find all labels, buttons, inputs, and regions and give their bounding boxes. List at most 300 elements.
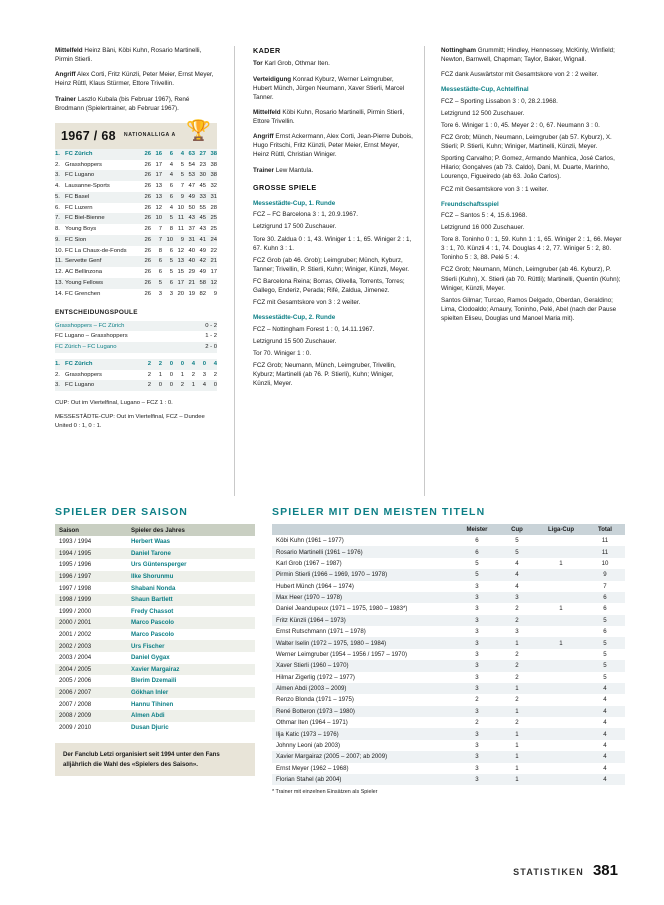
stat-cell: 4 (162, 170, 173, 181)
stat-cell: 26 (140, 278, 151, 289)
stat-cell: 2 (151, 359, 162, 370)
player-name-cell: Othmar Iten (1964 – 1971) (276, 719, 348, 727)
stat-cell: 24 (206, 235, 217, 246)
total-cell: 4 (603, 741, 607, 749)
meister-cell: 3 (457, 751, 497, 762)
table-row (272, 615, 625, 626)
match-block-heading: Messestädte-Cup, 1. Runde (253, 200, 336, 208)
page-number: 381 (592, 862, 618, 879)
season-cell: 1999 / 2000 (59, 607, 92, 615)
match-detail-line: FCZ Grob; Neumann, Münch, Leimgruber (ab 46. Kyburz), P. Stierli (Kuhn), X. Stierli (ab 70. Rüttli); Martinelli, Quentin (Kuhn); Winiger, Künzli, Meyer. (441, 266, 621, 292)
kader-role-text: Köbi Kuhn, Rosario Martinelli, Pirmin Stierli, Ettore Trivellin. (253, 108, 405, 126)
stat-cell: 13 (151, 192, 162, 203)
ligacup-cell (537, 581, 585, 592)
player-name-cell: Hannu Tihinen (131, 700, 174, 708)
ligacup-cell (537, 694, 585, 705)
column-two (253, 46, 413, 391)
table-row (272, 649, 625, 660)
table-row (55, 160, 217, 171)
stat-cell: 1 (184, 380, 195, 391)
table-row (272, 637, 625, 648)
total-cell: 5 (585, 637, 625, 648)
table-row (55, 342, 217, 353)
ligacup-cell (537, 660, 585, 671)
fanclub-info-box: Der Fanclub Letzi organisiert seit 1994 unter den Fans alljährlich die Wahl des «Spielers des Saison». (55, 743, 255, 776)
table-row (272, 728, 625, 739)
cup-cell: 2 (515, 650, 519, 658)
squad-paragraph (55, 70, 217, 88)
table-row (272, 626, 625, 637)
stat-cell: 1 (158, 371, 162, 378)
stat-cell: 31 (184, 235, 195, 246)
season-cell: 2007 / 2008 (59, 700, 92, 708)
table-row (272, 751, 625, 762)
stat-cell: 10 (151, 213, 162, 224)
stat-cell: 49 (199, 247, 206, 254)
table-row (55, 722, 255, 734)
season-cell: 1993 / 1994 (59, 538, 92, 546)
col-header-ligacup: Liga-Cup (537, 524, 585, 535)
titles-table (272, 524, 625, 785)
table-row (55, 548, 255, 560)
rank-cell: 8. (55, 226, 60, 233)
table-row (272, 546, 625, 557)
table-row (272, 706, 625, 717)
stat-cell: 6 (162, 192, 173, 203)
meister-cell: 3 (475, 673, 479, 681)
squad-paragraph (55, 95, 217, 113)
stat-cell: 26 (144, 247, 151, 254)
stat-cell: 6 (151, 256, 162, 267)
table-row (55, 267, 217, 278)
ligacup-cell (537, 763, 585, 774)
table-row (55, 687, 255, 699)
player-name-cell: Marco Pascolo (131, 631, 175, 639)
match-detail-line: Tore 8. Toninho 0 : 1, 59. Kuhn 1 : 1, 65. Winiger 2 : 1, 66. Meyer 3 : 1, 70. Künzli 4 : 1, 74. Douglas 4 : 2, 77. Winiger 5 : 2, 80. Toninho 5 : 3, 88. Pelé 5 : 4. (441, 236, 622, 262)
stat-cell: 31 (206, 192, 217, 203)
season-cell: 2009 / 2010 (59, 723, 92, 731)
stat-cell: 26 (140, 170, 151, 181)
stat-cell: 38 (206, 170, 217, 181)
player-name-cell: Ilke Shorunmu (127, 571, 255, 583)
season-players-table (55, 524, 255, 733)
player-name-cell: Blerim Dzemaili (131, 677, 177, 685)
cup-cell: 4 (497, 569, 537, 580)
player-name-cell: Johnny Leoni (ab 2003) (276, 741, 341, 749)
grosse-spiele-heading: GROSSE SPIELE (253, 182, 317, 192)
stat-cell: 30 (195, 170, 206, 181)
cup-note: CUP: Out im Viertelfinal, Lugano – FCZ 1 : 0. (55, 400, 173, 407)
meister-cell: 3 (475, 650, 479, 658)
ligacup-cell (537, 740, 585, 751)
stat-cell: 5 (162, 213, 173, 224)
ligacup-cell (537, 774, 585, 785)
player-name-cell: Hilmar Zigerlig (1972 – 1977) (276, 673, 355, 681)
match-detail-line: FCZ Grob; Münch, Neumann, Leimgruber (ab 57. Kyburz), X. Stierli; P. Stierli, Kuhn; Winiger, Martinelli, Künzli, Meyer. (441, 133, 612, 150)
stat-cell: 49 (184, 192, 195, 203)
messecup-note: MESSESTÄDTE-CUP: Out im Viertelfinal, FCZ – Dundee United 0 : 1, 0 : 1. (55, 413, 205, 429)
table-row (55, 181, 217, 192)
stat-cell: 12 (177, 247, 184, 254)
match-detail-line: Letzigrund 12 500 Zuschauer. (441, 109, 525, 117)
team-cell: FC Lugano (65, 170, 140, 181)
match-block-heading: Freundschaftsspiel (441, 200, 499, 208)
meister-cell: 3 (457, 728, 497, 739)
playoff-title: ENTSCHEIDUNGSPOULE (55, 309, 138, 317)
stat-cell: 6 (169, 183, 173, 190)
lineup-text: Grummitt; Hindley, Hennessey, McKinly, Winfield; Newton, Barnwell, Chapman; Taylor, Baker, Wignall. (441, 47, 615, 64)
stat-cell: 5 (169, 269, 173, 276)
stat-cell: 0 (206, 380, 217, 391)
table-row (55, 536, 255, 548)
stat-cell: 32 (210, 183, 217, 190)
match-detail-line: Tor 70. Winiger 1 : 0. (253, 349, 312, 357)
player-name-cell: Ilja Katic (1973 – 1976) (272, 728, 457, 739)
stat-cell: 49 (199, 269, 206, 276)
spieler-mit-titeln-panel (272, 506, 625, 795)
stat-cell: 6 (162, 278, 173, 289)
team-cell: Lausanne-Sports (65, 183, 110, 190)
match-detail-line: Sporting Carvalho; P. Gomez, Armando Manhica, José Carlos, Hilario; Gonçalves (ab 73. Caldo), Dani, M. Duarte, Marinho, Lourenço, Figueiredo (ab 63. João Carlos). (441, 155, 615, 181)
match-cell: FC Lugano – Grasshoppers (55, 333, 128, 340)
total-cell: 4 (585, 728, 625, 739)
rank-cell: 6. (55, 204, 60, 211)
team-cell: Young Fellows (65, 278, 140, 289)
stat-cell: 6 (158, 269, 162, 276)
season-cell: 1996 / 1997 (55, 571, 127, 583)
stat-cell: 43 (184, 213, 195, 224)
stat-cell: 26 (144, 161, 151, 168)
table-row (55, 652, 255, 664)
stat-cell: 17 (155, 161, 162, 168)
ligacup-cell: 1 (559, 605, 563, 613)
team-cell: FC Biel-Bienne (65, 213, 140, 224)
player-name-cell: Florian Stahel (ab 2004) (272, 774, 457, 785)
table-row (55, 698, 255, 710)
team-cell: FC Sion (65, 235, 140, 246)
kader-role-label: Verteidigung (253, 75, 292, 83)
player-name-cell: Renzo Blonda (1971 – 1975) (276, 696, 354, 704)
total-cell: 11 (585, 546, 625, 557)
meister-cell: 5 (457, 569, 497, 580)
table-row (55, 170, 217, 181)
season-cell: 1998 / 1999 (55, 594, 127, 606)
kader-role-label: Angriff (253, 133, 274, 141)
cup-cell: 1 (497, 706, 537, 717)
kader-paragraph (253, 75, 413, 102)
meister-cell: 3 (475, 628, 479, 636)
table-row (55, 289, 217, 300)
player-name-cell: Marco Pascolo (127, 617, 255, 629)
meister-cell: 3 (457, 660, 497, 671)
team-cell: Servette Genf (65, 256, 140, 267)
player-name-cell: Shaun Bartlett (127, 594, 255, 606)
season-cell: 1995 / 1996 (59, 561, 92, 569)
cup-cell: 5 (515, 537, 519, 545)
stat-cell: 58 (195, 278, 206, 289)
ligacup-cell: 1 (537, 637, 585, 648)
player-name-cell: Almen Abdi (127, 710, 255, 722)
ligacup-cell (537, 751, 585, 762)
team-cell: FC Grenchen (65, 290, 101, 297)
season-cell: 2000 / 2001 (55, 617, 127, 629)
table-row (55, 224, 217, 235)
stat-cell: 22 (210, 247, 217, 254)
column-one (55, 46, 217, 431)
meister-cell: 2 (475, 719, 479, 727)
match-detail-line: Tore 30. Zaldua 0 : 1, 43. Winiger 1 : 1, 65. Winiger 2 : 1, 67. Kuhn 3 : 1. (253, 235, 412, 252)
stat-cell: 20 (177, 290, 184, 297)
stat-cell: 0 (195, 359, 206, 370)
rank-cell: 2. (55, 371, 60, 378)
cup-cell: 2 (497, 660, 537, 671)
cup-cell: 1 (515, 741, 519, 749)
stat-cell: 43 (199, 226, 206, 233)
match-detail-line: FCZ mit Gesamtskore von 3 : 2 weiter. (253, 299, 361, 307)
column-divider-2 (424, 46, 425, 496)
player-name-cell: Daniel Tarone (127, 548, 255, 560)
table-row (55, 203, 217, 214)
stat-cell: 4 (184, 359, 195, 370)
result-cell: 0 - 2 (191, 321, 217, 332)
stat-cell: 12 (206, 278, 217, 289)
table-row (272, 569, 625, 580)
season-cell: 2005 / 2006 (59, 677, 92, 685)
match-detail-line: FCZ mit Gesamtskore von 3 : 1 weiter. (441, 185, 549, 193)
total-cell: 6 (603, 605, 607, 613)
stat-cell: 3 (158, 290, 162, 297)
ligacup-cell (537, 615, 585, 626)
column-divider-1 (234, 46, 235, 496)
stat-cell: 26 (140, 235, 151, 246)
col-header-meister: Meister (457, 524, 497, 535)
stat-cell: 45 (195, 213, 206, 224)
table-row (55, 617, 255, 629)
table-row (55, 629, 255, 641)
kader-role-label: Mittelfeld (253, 108, 281, 116)
ligacup-cell (537, 569, 585, 580)
match-detail-line: FCZ – Santos 5 : 4, 15.6.1968. (441, 211, 528, 219)
player-name-cell: Hubert Münch (1964 – 1974) (276, 582, 354, 590)
stat-cell: 25 (210, 226, 217, 233)
stat-cell: 6 (169, 247, 173, 254)
stat-cell: 5 (180, 161, 184, 168)
table-row (272, 558, 625, 569)
stat-cell: 47 (188, 183, 195, 190)
stat-cell: 53 (184, 170, 195, 181)
result-cell: 1 - 2 (205, 333, 217, 340)
page-footer (513, 862, 618, 879)
player-name-cell: Fritz Künzli (1964 – 1973) (272, 615, 457, 626)
table-row (272, 683, 625, 694)
table-row (55, 380, 217, 391)
stat-cell: 8 (158, 247, 162, 254)
stat-cell: 26 (140, 213, 151, 224)
kader-role-text: Lew Mantula. (275, 166, 314, 174)
stat-cell: 25 (206, 213, 217, 224)
cup-cell: 5 (497, 546, 537, 557)
stat-cell: 38 (206, 149, 217, 160)
stat-cell: 2 (140, 359, 151, 370)
rank-cell: 4. (55, 183, 60, 190)
table-row (55, 213, 217, 224)
cup-cell: 4 (515, 582, 519, 590)
table-row (55, 559, 255, 571)
stat-cell: 26 (144, 269, 151, 276)
season-header (55, 119, 217, 149)
table-row (55, 640, 255, 652)
player-name-cell: Herbert Waas (131, 538, 171, 546)
stat-cell: 82 (199, 290, 206, 297)
cup-cell: 2 (515, 719, 519, 727)
stat-cell: 4 (169, 161, 173, 168)
total-cell: 5 (603, 650, 607, 658)
rank-cell: 3. (55, 170, 65, 181)
table-row (272, 672, 625, 683)
meister-cell: 5 (475, 559, 479, 567)
stat-cell: 26 (140, 192, 151, 203)
player-name-cell: Urs Fischer (127, 640, 255, 652)
total-cell: 4 (585, 774, 625, 785)
team-cell: Grasshoppers (65, 371, 102, 378)
kader-role-text: Ernst Ackermann, Alex Corti, Jean-Pierre Dubois, Hugo Fritschi, Fritz Künzli, Peter Meier, Ernst Meyer, Heinz Rüttl, Christian Winiger. (253, 133, 413, 159)
stat-cell: 38 (210, 161, 217, 168)
player-name-cell: Rosario Martinelli (1961 – 1976) (272, 546, 457, 557)
stat-cell: 6 (162, 149, 173, 160)
rank-cell: 12. (55, 269, 64, 276)
lineup-paragraph (441, 70, 625, 79)
trophy-icon: 🏆 (186, 119, 211, 142)
player-name-cell: Fredy Chassot (131, 607, 174, 615)
rank-cell: 14. (55, 290, 64, 297)
meister-cell: 3 (457, 683, 497, 694)
cup-cell: 4 (515, 559, 519, 567)
stat-cell: 9 (213, 290, 217, 297)
stat-cell: 41 (195, 235, 206, 246)
total-cell: 5 (603, 673, 607, 681)
stat-cell: 17 (210, 269, 217, 276)
table-row (272, 763, 625, 774)
squad-role-text: Heinz Bäni, Köbi Kuhn, Rosario Martinelli, Pirmin Stierli. (55, 47, 202, 64)
stat-cell: 40 (184, 256, 195, 267)
stat-cell: 11 (173, 213, 184, 224)
table-row (272, 535, 625, 546)
stat-cell: 26 (140, 256, 151, 267)
table-row (55, 664, 255, 676)
table-row (55, 246, 217, 257)
ligacup-cell (537, 592, 585, 603)
stat-cell: 19 (188, 290, 195, 297)
stat-cell: 23 (199, 161, 206, 168)
ligacup-cell (537, 546, 585, 557)
table-row (272, 603, 625, 614)
rank-cell: 3. (55, 380, 65, 391)
titles-footnote: * Trainer mit einzelnen Einsätzen als Spieler (272, 789, 378, 796)
col-header-total: Total (585, 524, 625, 535)
stat-cell: 2 (140, 380, 151, 391)
season-block (55, 119, 217, 431)
season-cell: 2002 / 2003 (55, 640, 127, 652)
cup-cell: 2 (515, 696, 519, 704)
table-row (272, 740, 625, 751)
stat-cell: 5 (162, 256, 173, 267)
player-name-cell: Werner Leimgruber (1954 – 1956 / 1957 – 1970) (276, 650, 407, 658)
player-name-cell: Gökhan Inler (127, 687, 255, 699)
stat-cell: 5 (151, 278, 162, 289)
match-detail-line: Tore 6. Winiger 1 : 0, 45. Meyer 2 : 0, 67. Neumann 3 : 0. (441, 121, 600, 129)
table-row (55, 256, 217, 267)
squad-role-label: Angriff (55, 71, 76, 79)
ligacup-cell (537, 626, 585, 637)
stat-cell: 4 (169, 204, 173, 211)
match-detail-line: Letzigrund 16 000 Zuschauer. (441, 223, 525, 231)
player-name-cell: Daniel Jeandupeux (1971 – 1975, 1980 – 1983*) (276, 605, 408, 613)
panel-title-saison: SPIELER DER SAISON (55, 506, 188, 518)
rank-cell: 2. (55, 161, 60, 168)
stat-cell: 13 (173, 256, 184, 267)
total-cell: 4 (603, 719, 607, 727)
stat-cell: 40 (188, 247, 195, 254)
ligacup-cell (537, 706, 585, 717)
player-name-cell: Almen Abdi (2003 – 2009) (272, 683, 457, 694)
kader-paragraph (253, 108, 413, 126)
squad-role-text: Laszlo Kubala (bis Februar 1967), René Brodmann (Spielertrainer, ab Februar 1967). (55, 95, 190, 112)
column-three (441, 46, 625, 326)
stat-cell: 8 (169, 226, 173, 233)
total-cell: 4 (603, 696, 607, 704)
stat-cell: 17 (151, 170, 162, 181)
player-name-cell: Max Heer (1970 – 1978) (272, 592, 457, 603)
total-cell: 10 (601, 559, 609, 567)
stat-cell: 33 (195, 192, 206, 203)
team-cell: FC Zürich (65, 359, 140, 370)
table-row (272, 717, 625, 728)
stat-cell: 7 (151, 235, 162, 246)
team-cell: FC Basel (65, 192, 140, 203)
col-header-cup: Cup (497, 524, 537, 535)
stat-cell: 37 (188, 226, 195, 233)
stat-cell: 42 (195, 256, 206, 267)
meister-cell: 6 (457, 546, 497, 557)
rank-cell: 11. (55, 256, 65, 267)
rank-cell: 5. (55, 192, 65, 203)
stat-cell: 12 (155, 204, 162, 211)
table-row (55, 192, 217, 203)
match-detail-line: Letzigrund 15 500 Zuschauer. (253, 337, 337, 345)
ligacup-cell (537, 535, 585, 546)
total-cell: 9 (585, 569, 625, 580)
stat-cell: 3 (202, 371, 206, 378)
player-name-cell: Xavier Margairaz (127, 664, 255, 676)
team-cell: FC La Chaux-de-Fonds (65, 247, 127, 254)
meister-cell: 3 (475, 605, 479, 613)
match-cell: FC Zürich – FC Lugano (55, 342, 191, 353)
stat-cell: 26 (144, 204, 151, 211)
kader-role-text: Karl Grob, Othmar Iten. (264, 60, 330, 68)
stat-cell: 2 (147, 371, 151, 378)
match-detail-line: Santos Gilmar; Turcao, Ramos Delgado, Oberdan, Geraldino; Lima, Clodoaldo; Amaury, Toninho, Pelé, Abel (nach der Pause spielten Eliseu, Douglas und Manoel Maria mit). (441, 296, 617, 322)
stat-cell: 0 (162, 359, 173, 370)
total-cell: 5 (585, 660, 625, 671)
squad-paragraph (55, 46, 217, 64)
player-name-cell: Shabani Nonda (131, 584, 176, 592)
stat-cell: 29 (188, 269, 195, 276)
kader-role-text: Konrad Kyburz, Werner Leimgruber, Hubert Münch, Jürgen Neumann, Xaver Stierli, Marcel Tanner. (253, 75, 405, 101)
cup-cell: 1 (497, 751, 537, 762)
rank-cell: 10. (55, 247, 64, 254)
player-name-cell: Ernst Meyer (1962 – 1968) (276, 764, 349, 772)
table-row (272, 694, 625, 705)
